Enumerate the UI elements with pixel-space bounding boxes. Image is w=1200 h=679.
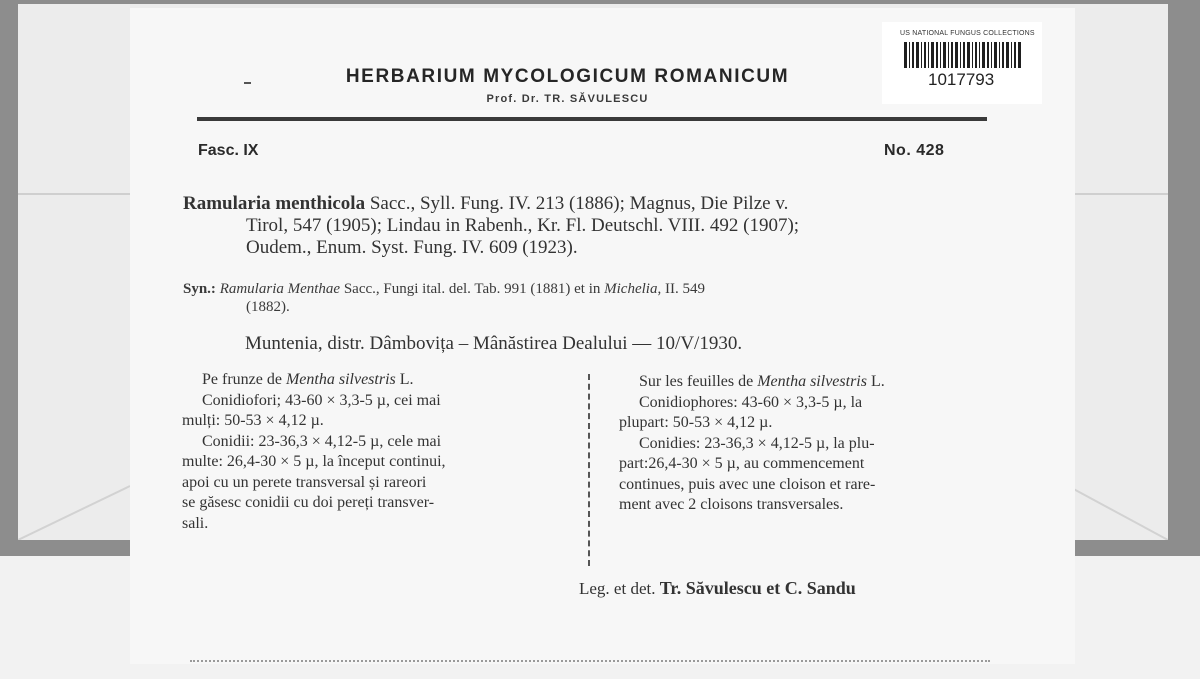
collector-line — [579, 578, 856, 599]
synonym-label: Syn.: — [183, 281, 216, 297]
ro-line: apoi cu un perete transversal și rareori — [182, 473, 427, 491]
fascicle-label: Fasc. IX — [198, 142, 259, 159]
synonym-block — [183, 280, 998, 316]
fr-line: ment avec 2 cloisons transversales. — [619, 496, 844, 513]
fr-line: part:26,4-30 × 5 µ, au commencement — [619, 455, 865, 472]
taxon-references — [183, 193, 998, 259]
barcode-institution: US NATIONAL FUNGUS COLLECTIONS — [900, 30, 1035, 37]
taxon-name: Ramularia menthicola — [183, 193, 366, 214]
header-rule — [197, 117, 987, 121]
herbarium-title: HERBARIUM MYCOLOGICUM ROMANICUM — [345, 66, 790, 87]
fr-host-suffix: L. — [866, 373, 885, 390]
ro-host-suffix: L. — [395, 371, 414, 388]
french-description — [619, 372, 999, 516]
romanian-description — [182, 370, 562, 534]
fr-line: Conidiophores: 43-60 × 3,3-5 µ, la — [639, 393, 863, 411]
ro-line: multe: 26,4-30 × 5 µ, la început continui, — [182, 453, 446, 470]
reference-line-1: Sacc., Syll. Fung. IV. 213 (1886); Magnus, Die Pilze v. — [365, 193, 789, 214]
collection-locality: Muntenia, distr. Dâmbovița – Mânăstirea Dealului — 10/V/1930. — [245, 333, 743, 354]
ro-line: Conidiofori; 43-60 × 3,3-5 µ, cei mai — [202, 391, 441, 409]
synonym-name: Ramularia Menthae — [219, 281, 341, 297]
ro-line: sali. — [182, 514, 209, 532]
collector-prefix: Leg. et det. — [579, 579, 660, 598]
footer-rule — [190, 660, 990, 662]
synonym-journal: Michelia — [604, 281, 658, 297]
reference-line-3: Oudem., Enum. Syst. Fung. IV. 609 (1923). — [246, 237, 578, 258]
reference-line-2: Tirol, 547 (1905); Lindau in Rabenh., Kr. Fl. Deutschl. VIII. 492 (1907); — [246, 215, 800, 236]
column-divider — [588, 374, 590, 566]
herbarium-subtitle: Prof. Dr. TR. SĂVULESCU — [486, 93, 649, 105]
ro-line: mulți: 50-53 × 4,12 µ. — [182, 412, 324, 429]
fr-line: plupart: 50-53 × 4,12 µ. — [619, 414, 773, 431]
catalog-number: 1017793 — [928, 70, 995, 89]
ro-host-name: Mentha silvestris — [285, 371, 396, 388]
fr-host-prefix: Sur les feuilles de — [639, 373, 758, 390]
ro-host-prefix: Pe frunze de — [202, 371, 286, 388]
synonym-line-1-end: , II. 549 — [657, 281, 705, 297]
fr-line: Conidies: 23-36,3 × 4,12-5 µ, la plu- — [639, 434, 875, 452]
synonym-line-1: Sacc., Fungi ital. del. Tab. 991 (1881) et in — [340, 281, 605, 297]
fr-host-name: Mentha silvestris — [757, 373, 867, 390]
exsiccata-number: No. 428 — [884, 142, 945, 159]
synonym-line-2: (1882). — [246, 299, 290, 315]
barcode-label — [882, 22, 1042, 104]
fr-line: continues, puis avec une cloison et rare- — [619, 475, 876, 493]
ro-line: se găsesc conidii cu doi pereți transver- — [182, 494, 435, 511]
collector-names: Tr. Săvulescu et C. Sandu — [659, 578, 856, 598]
ro-line: Conidii: 23-36,3 × 4,12-5 µ, cele mai — [202, 432, 442, 450]
barcode-icon — [904, 42, 1022, 68]
